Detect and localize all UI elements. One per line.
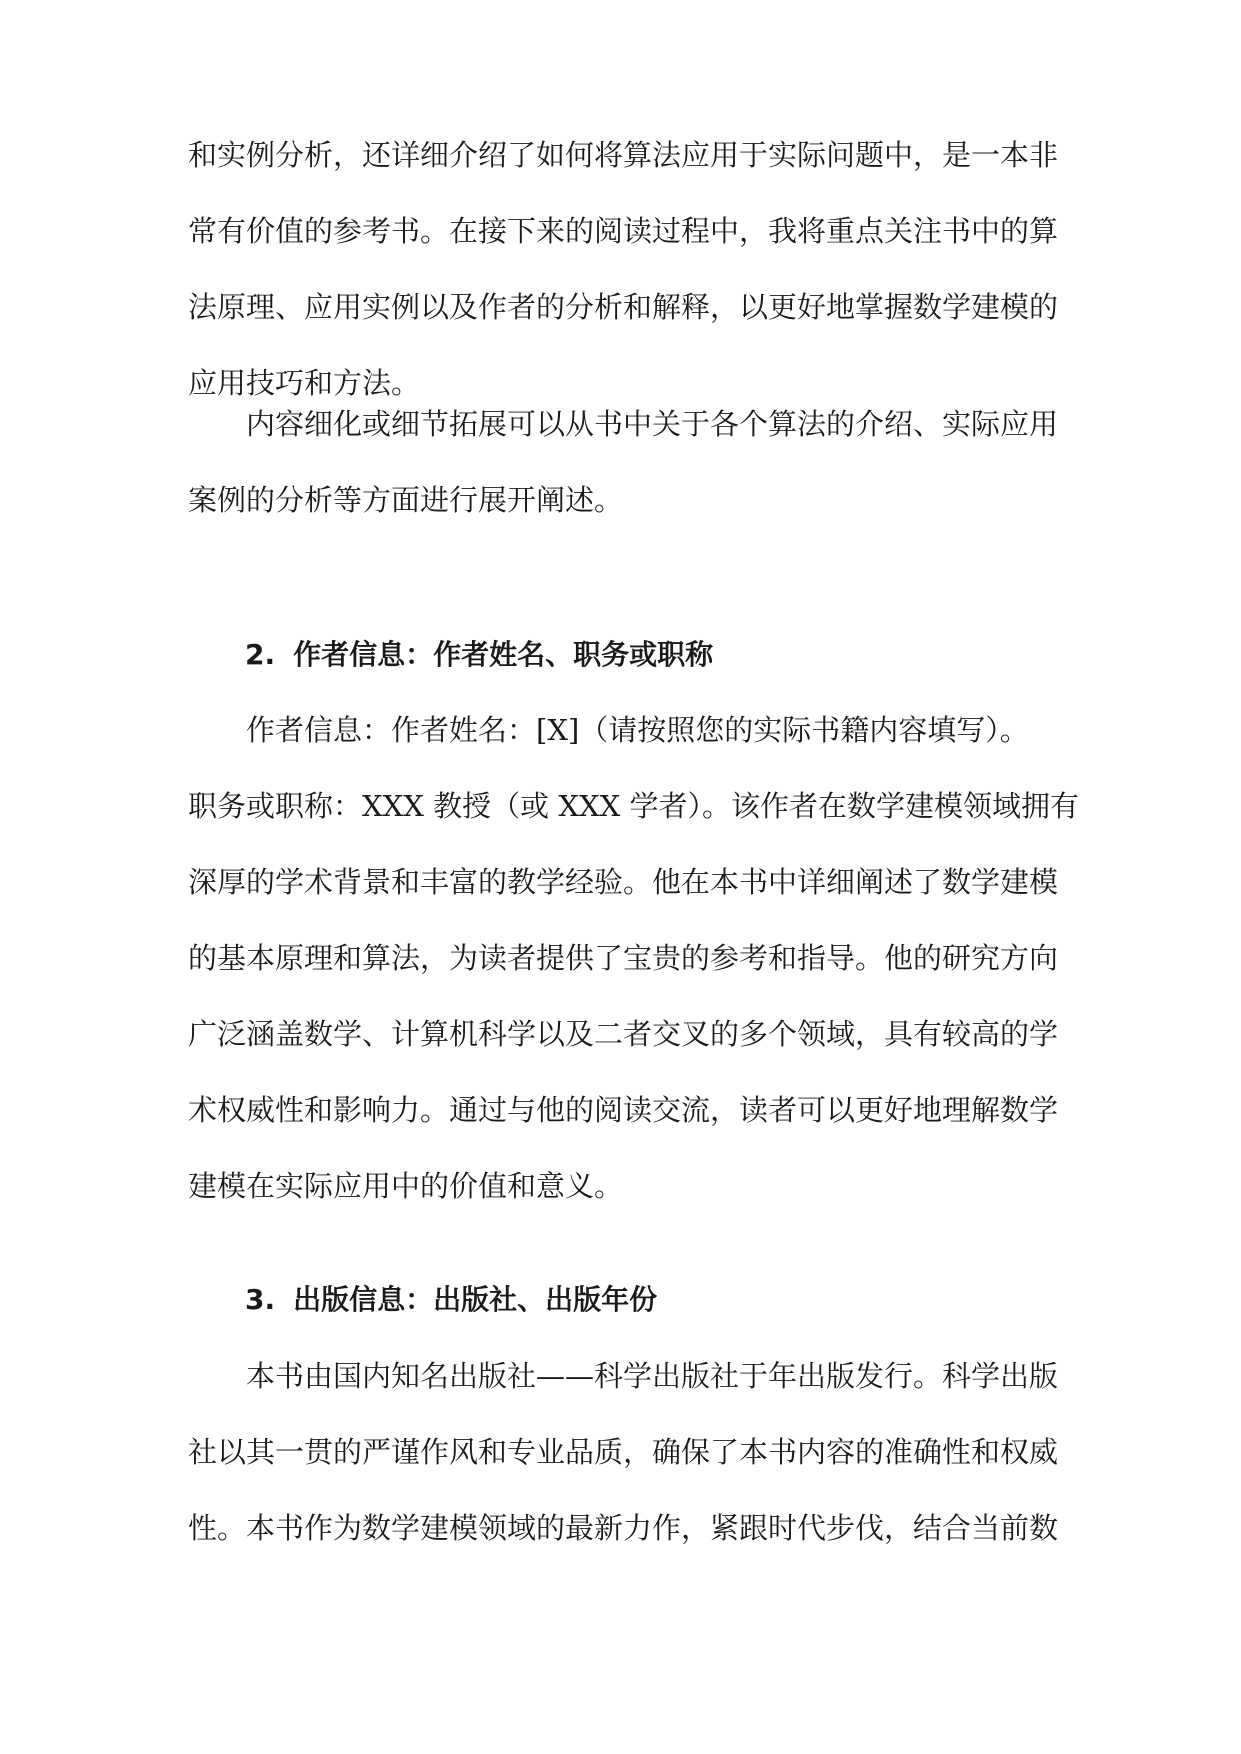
section-number: 2. — [245, 638, 276, 671]
section-number: 3. — [245, 1283, 276, 1316]
paragraph-book-overview — [188, 117, 1059, 421]
text-line: 广泛涵盖数学、计算机科学以及二者交叉的多个领域，具有较高的学 — [188, 1017, 1059, 1051]
text-line: 作者信息：作者姓名：[X]（请按照您的实际书籍内容填写）。 — [246, 713, 1029, 747]
text-line: 深厚的学术背景和丰富的教学经验。他在本书中详细阐述了数学建模 — [188, 865, 1059, 899]
text-line: 应用技巧和方法。 — [188, 366, 421, 400]
text-line: 术权威性和影响力。通过与他的阅读交流，读者可以更好地理解数学 — [188, 1093, 1059, 1127]
text-line: 和实例分析，还详细介绍了如何将算法应用于实际问题中，是一本非 — [188, 138, 1059, 172]
text-line: 建模在实际应用中的价值和意义。 — [188, 1169, 624, 1203]
paragraph-author-info — [188, 692, 1080, 1224]
text-line: 法原理、应用实例以及作者的分析和解释，以更好地掌握数学建模的 — [188, 290, 1059, 324]
text-line: 社以其一贯的严谨作风和专业品质，确保了本书内容的准确性和权威 — [188, 1435, 1059, 1469]
section-heading-author-info — [245, 617, 713, 693]
section-heading-publication-info — [245, 1262, 657, 1338]
text-line: 常有价值的参考书。在接下来的阅读过程中，我将重点关注书中的算 — [188, 214, 1059, 248]
text-line: 性。本书作为数学建模领域的最新力作，紧跟时代步伐，结合当前数 — [188, 1511, 1059, 1545]
text-line: 内容细化或细节拓展可以从书中关于各个算法的介绍、实际应用 — [246, 407, 1059, 441]
paragraph-content-expansion — [188, 386, 1059, 538]
paragraph-publication-info — [188, 1338, 1059, 1566]
text-line: 的基本原理和算法，为读者提供了宝贵的参考和指导。他的研究方向 — [188, 941, 1059, 975]
text-line: 案例的分析等方面进行展开阐述。 — [188, 483, 624, 517]
text-line: 职务或职称：XXX 教授（或 XXX 学者）。该作者在数学建模领域拥有 — [188, 789, 1080, 823]
text-line: 本书由国内知名出版社——科学出版社于年出版发行。科学出版 — [246, 1359, 1059, 1393]
section-title: 出版信息：出版社、出版年份 — [293, 1283, 658, 1316]
section-title: 作者信息：作者姓名、职务或职称 — [293, 638, 714, 671]
